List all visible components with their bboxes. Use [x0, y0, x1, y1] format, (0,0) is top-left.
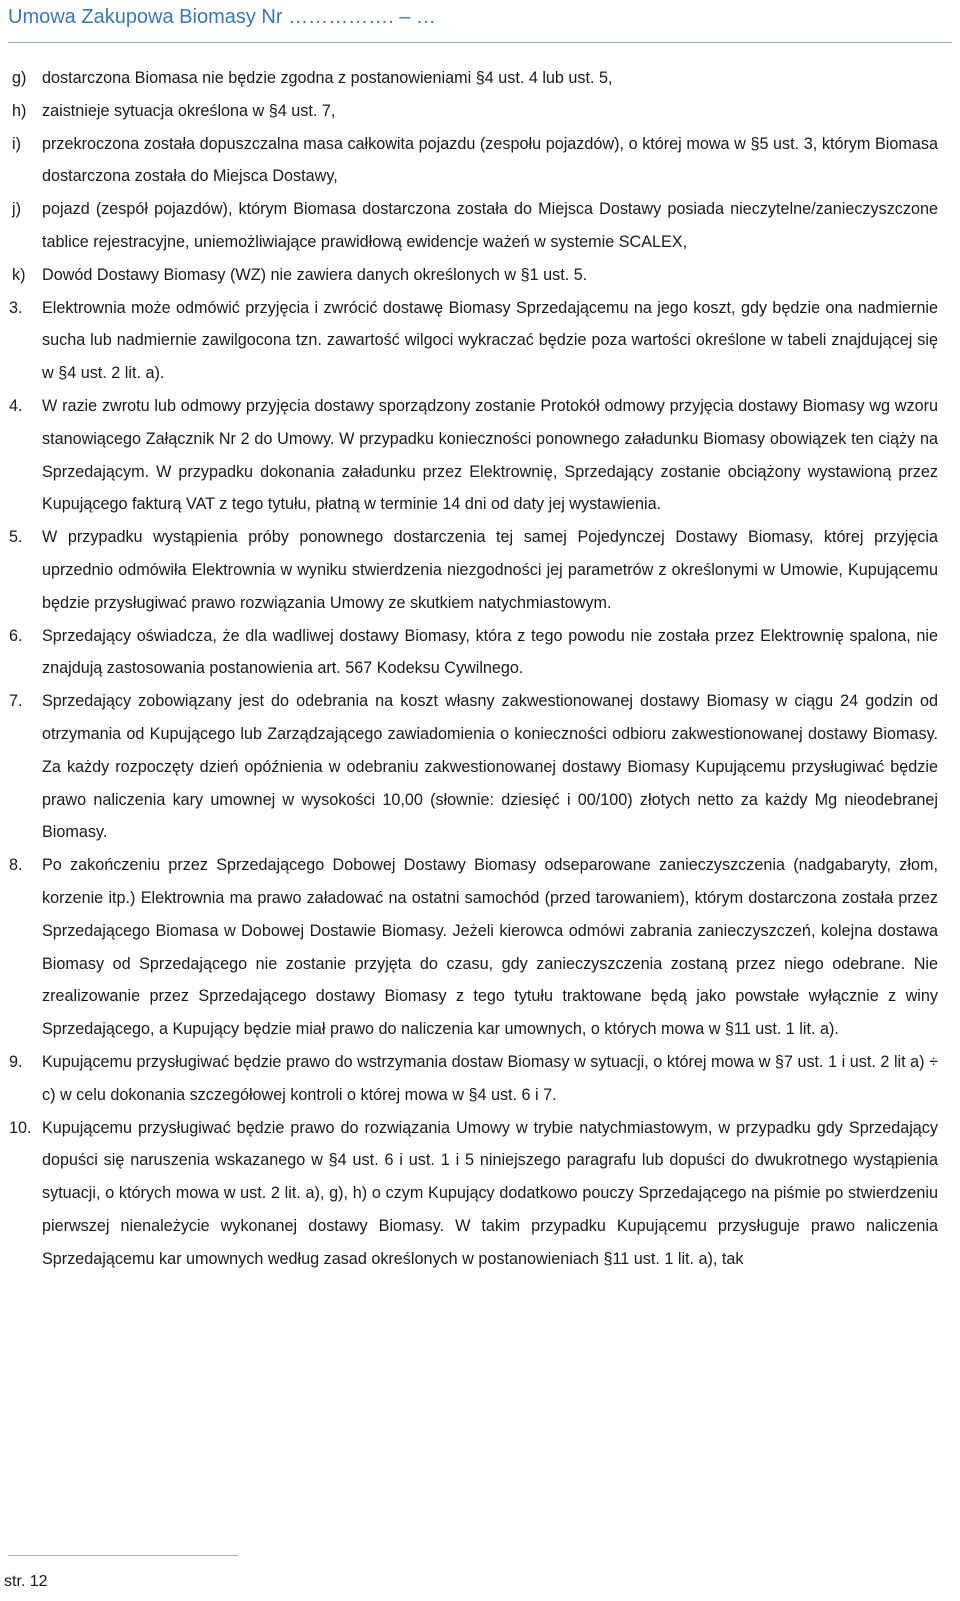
- item-text: Po zakończeniu przez Sprzedającego Dobowej Dostawy Biomasy odseparowane zanieczyszczenia (nadgabaryty, złom, korzenie itp.) Elektrownia ma prawo załadować na ostatni samochód (przed tarowaniem), którym dostarczona została przez Sprzedającego Biomasa w Dobowej Dostawie Biomasy. Jeżeli kierowca odmówi zabrania zanieczyszczeń, kolejna dostawa Biomasy od Sprzedającego nie zostanie przyjęta do czasu, gdy zanieczyszczenia zostaną przez niego odebrane. Nie zrealizowanie przez Sprzedającego dostawy Biomasy z tego tytułu traktowane będą jako powstałe wyłącznie z winy Sprzedającego, a Kupujący będzie miał prawo do naliczenia kar umownych, o których mowa w §11 ust. 1 lit. a).: [42, 856, 938, 1039]
- item-text: Kupującemu przysługiwać będzie prawo do wstrzymania dostaw Biomasy w sytuacji, o której mowa w §7 ust. 1 i ust. 2 lit a) ÷ c) w celu dokonania szczegółowej kontroli o której mowa w §4 ust. 6 i 7.: [42, 1052, 938, 1104]
- list-item: [0, 1112, 960, 1276]
- item-number: j): [12, 200, 21, 219]
- document-header: [8, 2, 952, 42]
- list-item: [0, 620, 960, 686]
- list-subitem: [0, 259, 960, 292]
- item-text: W przypadku wystąpienia próby ponownego dostarczenia tej samej Pojedynczej Dostawy Biomasy, której przyjęcia uprzednio odmówiła Elektrownia w wyniku stwierdzenia niezgodności jej parametrów z określonymi w Umowie, Kupującemu będzie przysługiwać prawo rozwiązania Umowy ze skutkiem natychmiastowym.: [42, 528, 938, 612]
- item-text: Sprzedający zobowiązany jest do odebrania na koszt własny zakwestionowanej dostawy Biomasy w ciągu 24 godzin od otrzymania od Kupującego lub Zarządzającego zawiadomienia o konieczności odbioru zakwestionowanej dostawy Biomasy. Za każdy rozpoczęty dzień opóźnienia w odebraniu zakwestionowanej dostawy Biomasy Kupującemu przysługiwać będzie prawo naliczenia kary umownej w wysokości 10,00 (słownie: dziesięć i 00/100) złotych netto za każdy Mg nieodebranej Biomasy.: [42, 692, 938, 842]
- item-number: 4.: [9, 396, 23, 415]
- item-text: Elektrownia może odmówić przyjęcia i zwrócić dostawę Biomasy Sprzedającemu na jego koszt, gdy będzie ona nadmiernie sucha lub nadmiernie zawilgocona tzn. zawartość wilgoci wykraczać będzie poza wartości określone w tabeli znajdującej się w §4 ust. 2 lit. a).: [42, 298, 938, 383]
- document-title: Umowa Zakupowa Biomasy Nr ……………. – …: [8, 6, 436, 28]
- list-item: [0, 292, 960, 390]
- list-item: [0, 1046, 960, 1112]
- item-text: przekroczona została dopuszczalna masa całkowita pojazdu (zespołu pojazdów), o której mowa w §5 ust. 3, którym Biomasa dostarczona została do Miejsca Dostawy,: [42, 134, 938, 186]
- item-number: 5.: [9, 528, 23, 547]
- list-item: [0, 685, 960, 849]
- list-subitem: [0, 62, 960, 95]
- list-subitem: [0, 128, 960, 194]
- item-number: k): [12, 265, 26, 284]
- item-number: 6.: [9, 626, 23, 645]
- item-text: zaistnieje sytuacja określona w §4 ust. 7,: [42, 101, 336, 120]
- document-body: [0, 62, 960, 1275]
- item-number: i): [12, 134, 21, 153]
- item-number: 9.: [9, 1052, 23, 1071]
- page-number: str. 12: [4, 1573, 48, 1590]
- item-number: 8.: [9, 856, 23, 875]
- list-item: [0, 390, 960, 521]
- list-subitem: [0, 95, 960, 128]
- item-number: 10.: [9, 1118, 32, 1137]
- item-text: pojazd (zespół pojazdów), którym Biomasa dostarczona została do Miejsca Dostawy posiada nieczytelne/zanieczyszczone tablice rejestracyjne, uniemożliwiające prawidłową ewidencje ważeń w systemie SCALEX,: [42, 200, 938, 251]
- list-item: [0, 849, 960, 1046]
- list-item: [0, 521, 960, 619]
- header-divider: [8, 42, 952, 43]
- item-number: 3.: [9, 298, 23, 317]
- item-text: Kupującemu przysługiwać będzie prawo do rozwiązania Umowy w trybie natychmiastowym, w przypadku gdy Sprzedający dopuści się naruszenia wskazanego w §4 ust. 6 i ust. 1 i 5 niniejszego paragrafu lub dopuści do dwukrotnego wystąpienia sytuacji, o których mowa w ust. 2 lit. a), g), h) o czym Kupujący dodatkowo pouczy Sprzedającego na piśmie po stwierdzeniu pierwszej nienależycie wykonanej dostawy Biomasy. W takim przypadku Kupującemu przysługuje prawo naliczenia Sprzedającemu kar umownych według zasad określonych w postanowieniach §11 ust. 1 lit. a), tak: [42, 1118, 938, 1268]
- item-text: Sprzedający oświadcza, że dla wadliwej dostawy Biomasy, która z tego powodu nie została przez Elektrownię spalona, nie znajdują zastosowania postanowienia art. 567 Kodeksu Cywilnego.: [42, 626, 938, 678]
- item-number: h): [12, 101, 27, 120]
- item-text: dostarczona Biomasa nie będzie zgodna z postanowieniami §4 ust. 4 lub ust. 5,: [42, 69, 613, 87]
- item-text: Dowód Dostawy Biomasy (WZ) nie zawiera danych określonych w §1 ust. 5.: [42, 265, 588, 284]
- item-number: 7.: [9, 692, 23, 711]
- footer-divider: [8, 1555, 238, 1556]
- item-text: W razie zwrotu lub odmowy przyjęcia dostawy sporządzony zostanie Protokół odmowy przyjęcia dostawy Biomasy wg wzoru stanowiącego Załącznik Nr 2 do Umowy. W przypadku konieczności ponownego załadunku Biomasy obowiązek ten ciąży na Sprzedającym. W przypadku dokonania załadunku przez Elektrownię, Sprzedający zostanie obciążony wystawioną przez Kupującego fakturą VAT z tego tytułu, płatną w terminie 14 dni od daty jej wystawienia.: [42, 396, 938, 514]
- list-subitem: [0, 193, 960, 259]
- item-number: g): [12, 69, 27, 87]
